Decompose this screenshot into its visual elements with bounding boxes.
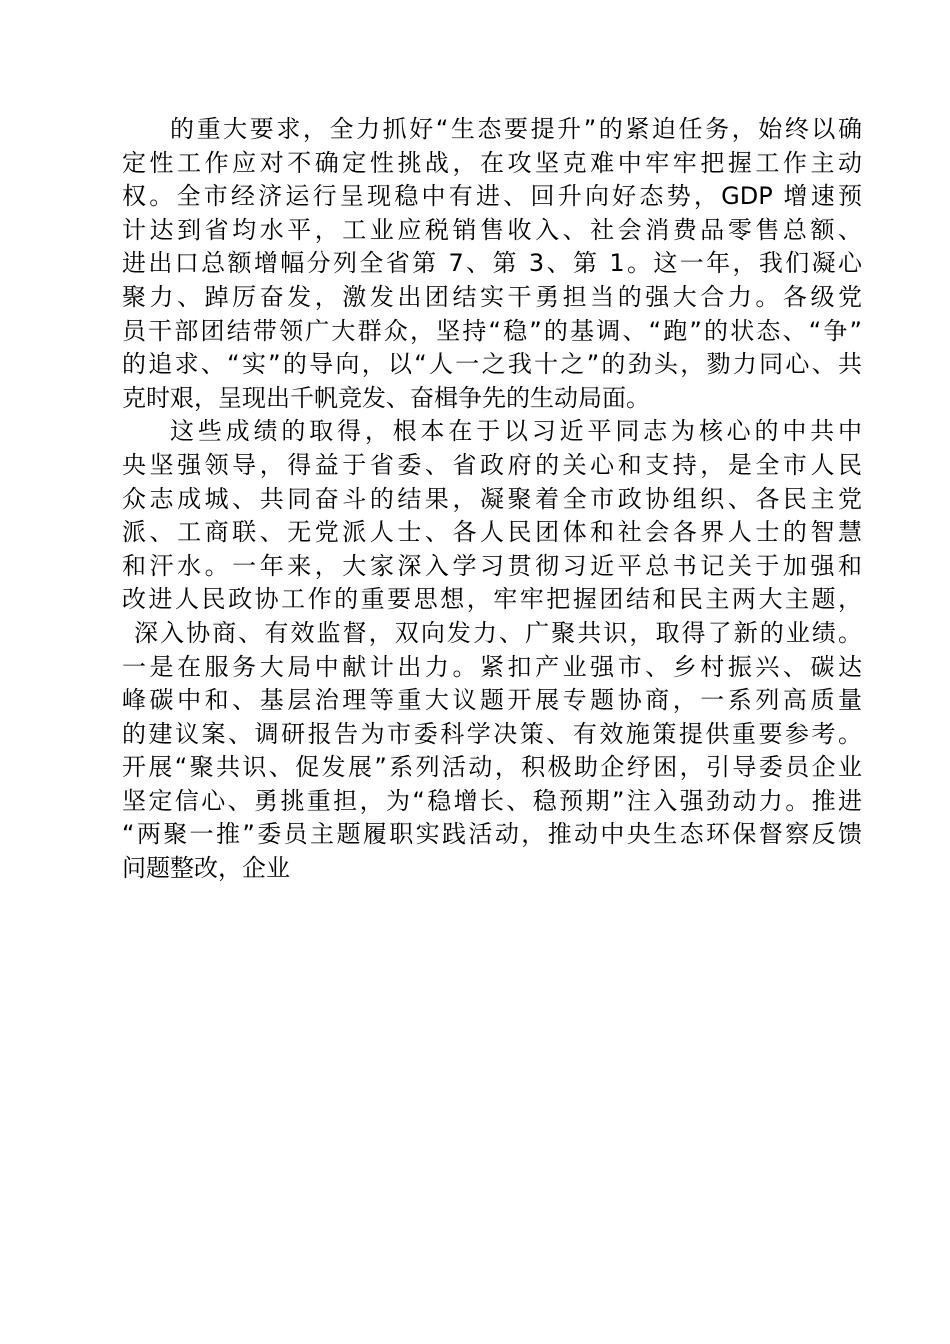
text-line: 一是在服务大局中献计出力。紧扣产业强市、乡村振兴、碳达 <box>122 652 862 681</box>
text-line: 央坚强领导，得益于省委、省政府的关心和支持，是全市人民 <box>122 450 862 479</box>
document-body <box>122 113 862 886</box>
text-line: 开展“聚共识、促发展”系列活动，积极助企纾困，引导委员企业 <box>122 753 862 782</box>
text-line: 众志成城、共同奋斗的结果，凝聚着全市政协组织、各民主党 <box>122 484 862 513</box>
text-line: 深入协商、有效监督，双向发力、广聚共识，取得了新的业绩。 <box>134 618 862 647</box>
text-line: 克时艰，呈现出千帆竞发、奋楫争先的生动局面。 <box>122 383 650 412</box>
paragraph-2 <box>122 415 862 885</box>
text-line: 聚力、踔厉奋发，激发出团结实干勇担当的强大合力。各级党 <box>122 282 862 311</box>
text-line: 的重大要求，全力抓好“生态要提升”的紧迫任务，始终以确 <box>170 115 862 143</box>
text-line: 问题整改，企业 <box>122 854 290 883</box>
text-line: 改进人民政协工作的重要思想，牢牢把握团结和民主两大主题， <box>122 585 862 614</box>
text-line: 的追求、“实”的导向，以“人一之我十之”的劲头，勠力同心、共 <box>122 350 862 379</box>
text-line: “两聚一推”委员主题履职实践活动，推动中央生态环保督察反馈 <box>122 820 862 849</box>
text-line: 计达到省均水平，工业应税销售收入、社会消费品零售总额、 <box>122 215 862 244</box>
text-line: 这些成绩的取得，根本在于以习近平同志为核心的中共中 <box>170 417 862 446</box>
text-line: 员干部团结带领广大群众，坚持“稳”的基调、“跑”的状态、“争” <box>122 316 862 345</box>
text-line: 定性工作应对不确定性挑战，在攻坚克难中牢牢把握工作主动 <box>122 148 862 177</box>
text-line: 派、工商联、无党派人士、各人民团体和社会各界人士的智慧 <box>122 518 862 547</box>
paragraph-1 <box>122 113 862 415</box>
text-line: 进出口总额增幅分列全省第 7、第 3、第 1。这一年，我们凝心 <box>122 249 862 278</box>
text-line: 峰碳中和、基层治理等重大议题开展专题协商，一系列高质量 <box>122 686 862 715</box>
text-line: 权。全市经济运行呈现稳中有进、回升向好态势，GDP 增速预 <box>122 182 862 211</box>
text-line: 和汗水。一年来，大家深入学习贯彻习近平总书记关于加强和 <box>122 551 862 580</box>
text-line: 的建议案、调研报告为市委科学决策、有效施策提供重要参考。 <box>122 719 862 748</box>
text-line: 坚定信心、勇挑重担，为“稳增长、稳预期”注入强劲动力。推进 <box>122 786 862 815</box>
